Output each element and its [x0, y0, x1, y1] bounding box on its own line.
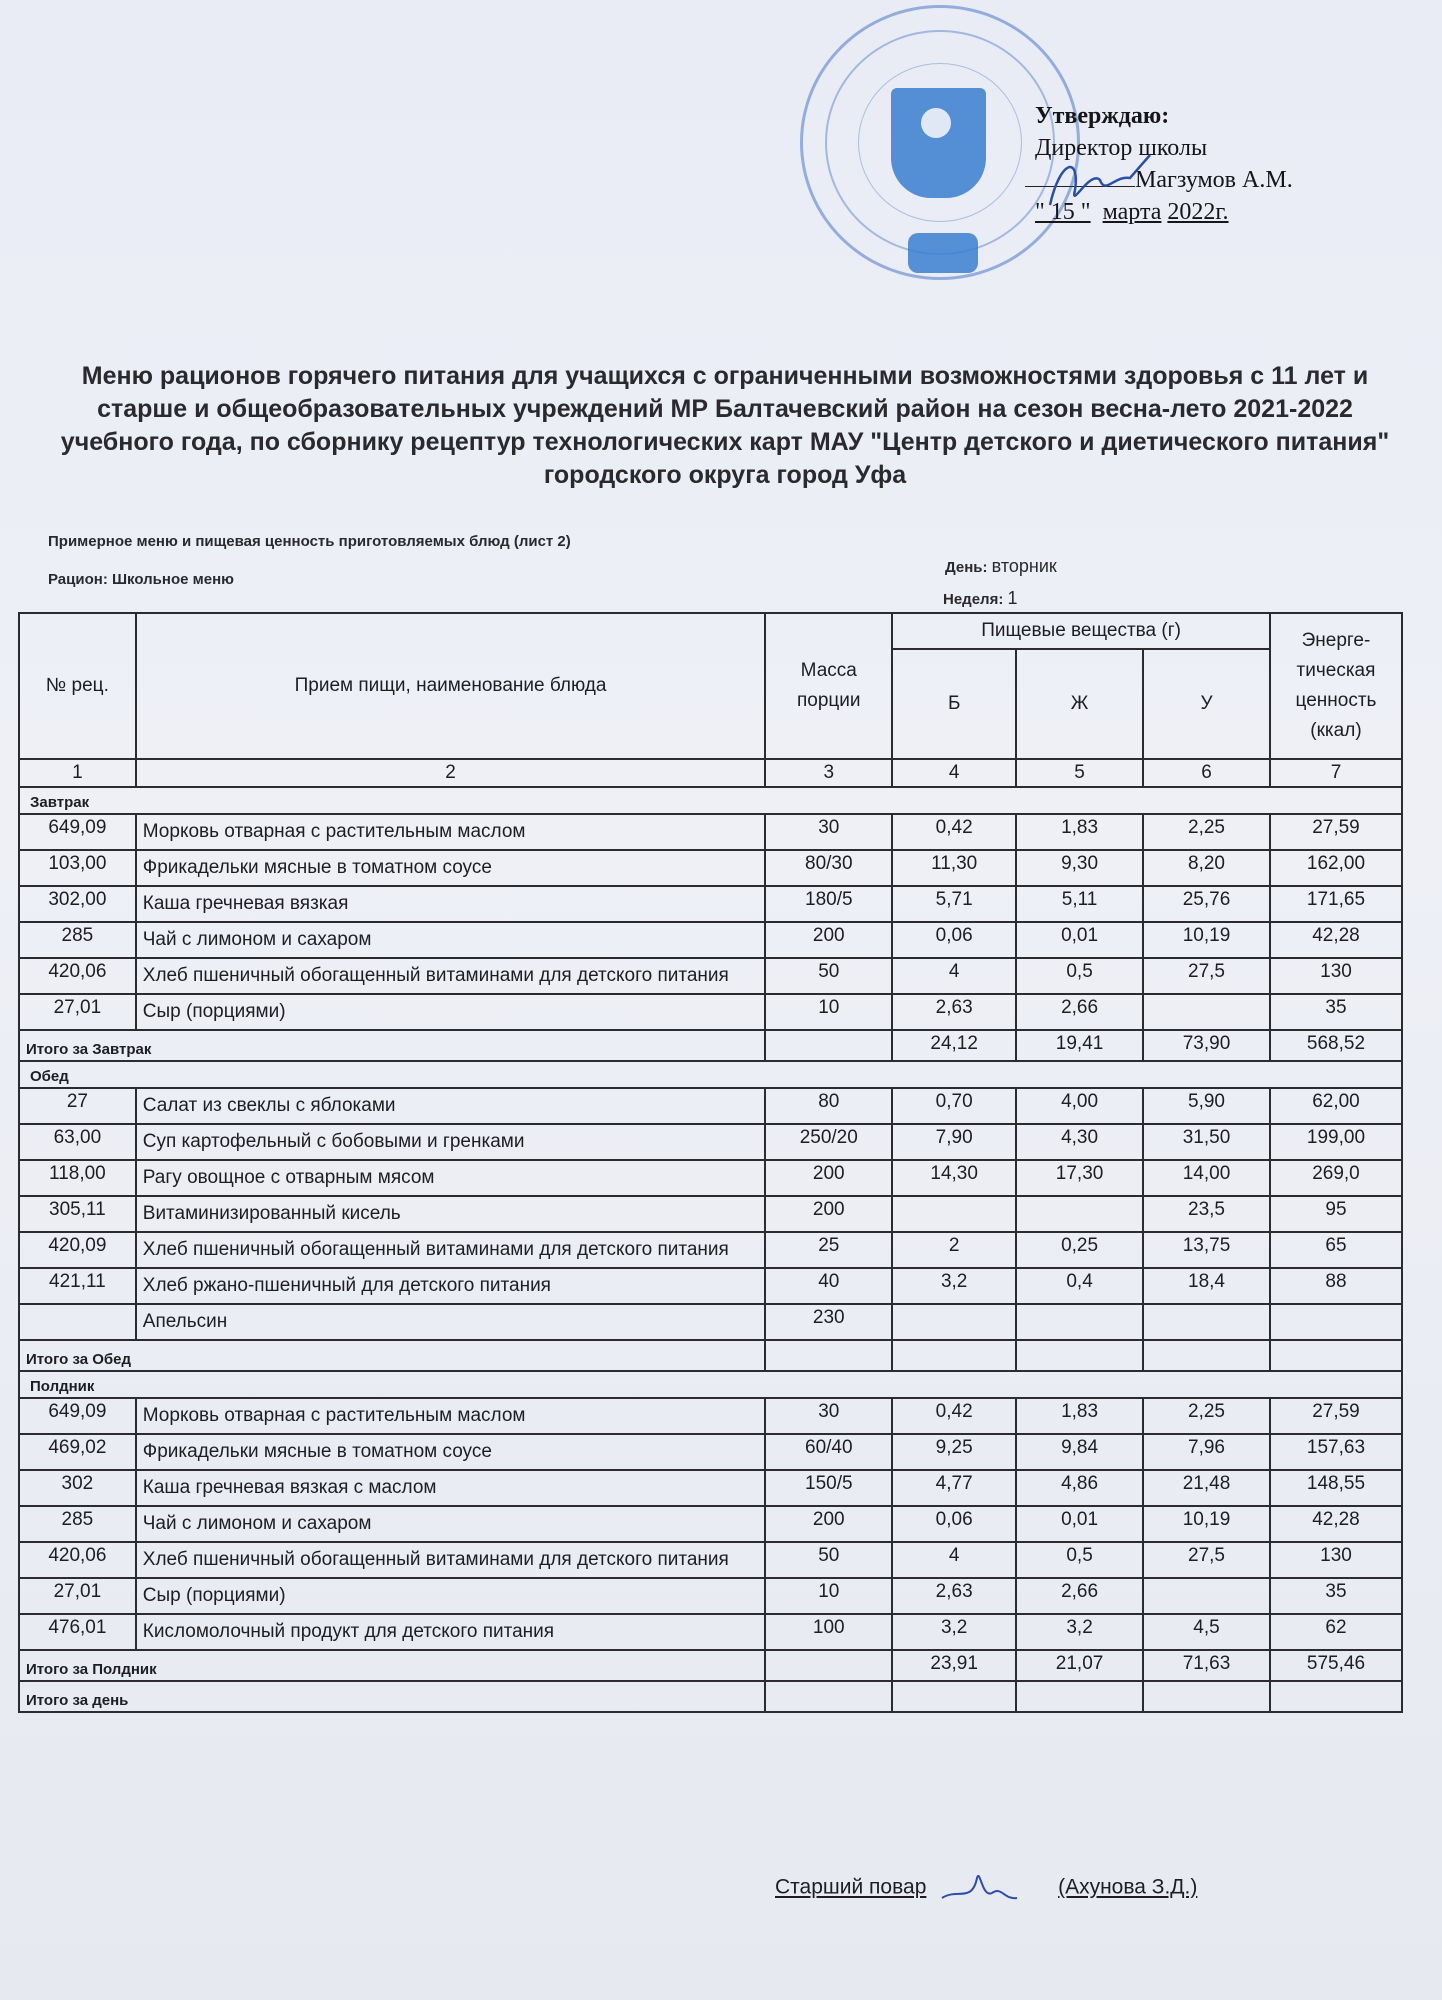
header-carbs: У: [1143, 649, 1270, 759]
total-cell-protein: [892, 1340, 1016, 1371]
week-info: [943, 588, 1018, 609]
cell-protein: 0,42: [892, 814, 1016, 850]
table-row: [19, 1542, 1402, 1578]
cell-fat: 9,84: [1016, 1434, 1143, 1470]
day-value: вторник: [991, 556, 1057, 576]
cell-carbs: 2,25: [1143, 1398, 1270, 1434]
cell-fat: 17,30: [1016, 1160, 1143, 1196]
cell-fat: 1,83: [1016, 814, 1143, 850]
total-cell-protein: 24,12: [892, 1030, 1016, 1061]
table-row: [19, 886, 1402, 922]
cell-mass: 200: [765, 1160, 892, 1196]
total-cell-carbs: [1143, 1340, 1270, 1371]
cell-mass: 180/5: [765, 886, 892, 922]
cell-rec-number: 285: [19, 922, 136, 958]
cell-dish-name: Хлеб пшеничный обогащенный витаминами для детского питания: [136, 1232, 766, 1268]
header-rec-number: № рец.: [19, 613, 136, 759]
subtitle: Примерное меню и пищевая ценность приготовляемых блюд (лист 2): [48, 533, 571, 550]
cell-dish-name: Рагу овощное с отварным мясом: [136, 1160, 766, 1196]
cell-protein: 4: [892, 1542, 1016, 1578]
cell-rec-number: 302,00: [19, 886, 136, 922]
cell-energy: 130: [1270, 1542, 1402, 1578]
cell-dish-name: Фрикадельки мясные в томатном соусе: [136, 1434, 766, 1470]
table-row: [19, 1614, 1402, 1650]
total-cell-mass: [765, 1650, 892, 1681]
table-row: [19, 1578, 1402, 1614]
cell-protein: 11,30: [892, 850, 1016, 886]
cell-energy: 88: [1270, 1268, 1402, 1304]
cell-energy: 162,00: [1270, 850, 1402, 886]
table-row: [19, 1506, 1402, 1542]
cell-protein: 0,06: [892, 922, 1016, 958]
cell-fat: 5,11: [1016, 886, 1143, 922]
cell-fat: 2,66: [1016, 994, 1143, 1030]
table-row: [19, 1434, 1402, 1470]
cell-protein: [892, 1196, 1016, 1232]
table-row: [19, 1268, 1402, 1304]
table-row: [19, 1160, 1402, 1196]
cell-energy: 199,00: [1270, 1124, 1402, 1160]
total-cell-protein: 23,91: [892, 1650, 1016, 1681]
cell-protein: 3,2: [892, 1268, 1016, 1304]
cell-dish-name: Хлеб ржано-пшеничный для детского питания: [136, 1268, 766, 1304]
cell-fat: [1016, 1196, 1143, 1232]
cell-fat: 0,4: [1016, 1268, 1143, 1304]
column-index-row: [19, 759, 1402, 787]
header-protein: Б: [892, 649, 1016, 759]
cell-fat: 0,01: [1016, 1506, 1143, 1542]
cell-energy: [1270, 1304, 1402, 1340]
table-row: [19, 922, 1402, 958]
column-index: 5: [1016, 759, 1143, 787]
cell-protein: 9,25: [892, 1434, 1016, 1470]
table-row: [19, 1398, 1402, 1434]
day-total-cell-energy: [1270, 1681, 1402, 1712]
total-label: Итого за Обед: [19, 1340, 765, 1371]
total-label: Итого за Полдник: [19, 1650, 765, 1681]
cell-mass: 10: [765, 994, 892, 1030]
cell-mass: 50: [765, 958, 892, 994]
cell-protein: 2: [892, 1232, 1016, 1268]
cell-dish-name: Сыр (порциями): [136, 994, 766, 1030]
cell-dish-name: Суп картофельный с бобовыми и гренками: [136, 1124, 766, 1160]
footer-position: Старший повар: [775, 1875, 927, 1899]
cell-carbs: 13,75: [1143, 1232, 1270, 1268]
cell-fat: 4,86: [1016, 1470, 1143, 1506]
cell-protein: 0,70: [892, 1088, 1016, 1124]
section-title: Полдник: [19, 1371, 1402, 1398]
cell-rec-number: 421,11: [19, 1268, 136, 1304]
table-row: [19, 994, 1402, 1030]
cell-energy: 269,0: [1270, 1160, 1402, 1196]
cell-fat: 4,30: [1016, 1124, 1143, 1160]
cell-energy: 42,28: [1270, 922, 1402, 958]
cell-rec-number: 469,02: [19, 1434, 136, 1470]
cell-rec-number: 63,00: [19, 1124, 136, 1160]
section-title: Завтрак: [19, 787, 1402, 814]
cell-energy: 130: [1270, 958, 1402, 994]
cell-energy: 62,00: [1270, 1088, 1402, 1124]
cell-carbs: 10,19: [1143, 922, 1270, 958]
cell-carbs: 14,00: [1143, 1160, 1270, 1196]
approval-date-month: марта: [1102, 199, 1162, 225]
header-fat: Ж: [1016, 649, 1143, 759]
cell-mass: 250/20: [765, 1124, 892, 1160]
footer-signoff: [775, 1868, 1197, 1908]
coat-of-arms-icon: [891, 88, 986, 198]
cell-rec-number: 420,06: [19, 958, 136, 994]
total-cell-fat: 21,07: [1016, 1650, 1143, 1681]
director-signature-icon: [1040, 150, 1160, 220]
cell-energy: 35: [1270, 994, 1402, 1030]
cell-dish-name: Морковь отварная с растительным маслом: [136, 814, 766, 850]
column-index: 1: [19, 759, 136, 787]
cell-carbs: 25,76: [1143, 886, 1270, 922]
cell-rec-number: 305,11: [19, 1196, 136, 1232]
cell-dish-name: Хлеб пшеничный обогащенный витаминами для детского питания: [136, 958, 766, 994]
cell-mass: 100: [765, 1614, 892, 1650]
header-dish-name: Прием пищи, наименование блюда: [136, 613, 766, 759]
total-cell-energy: 575,46: [1270, 1650, 1402, 1681]
cell-carbs: 27,5: [1143, 958, 1270, 994]
cell-mass: 50: [765, 1542, 892, 1578]
day-total-cell-carbs: [1143, 1681, 1270, 1712]
cell-fat: 0,5: [1016, 1542, 1143, 1578]
cell-protein: 2,63: [892, 1578, 1016, 1614]
cell-fat: 3,2: [1016, 1614, 1143, 1650]
table-row: [19, 958, 1402, 994]
section-header-row: [19, 787, 1402, 814]
cell-energy: 65: [1270, 1232, 1402, 1268]
section-total-row: [19, 1030, 1402, 1061]
table-row: [19, 1196, 1402, 1232]
cell-carbs: 2,25: [1143, 814, 1270, 850]
approval-date-year: 2022г.: [1167, 199, 1229, 225]
cell-protein: 5,71: [892, 886, 1016, 922]
header-energy: Энерге-тическая ценность (ккал): [1270, 613, 1402, 759]
cell-energy: 42,28: [1270, 1506, 1402, 1542]
approval-position: Директор школы: [1035, 135, 1208, 161]
cell-dish-name: Чай с лимоном и сахаром: [136, 922, 766, 958]
total-cell-mass: [765, 1030, 892, 1061]
cell-dish-name: Чай с лимоном и сахаром: [136, 1506, 766, 1542]
cell-mass: 25: [765, 1232, 892, 1268]
cell-rec-number: 420,09: [19, 1232, 136, 1268]
cell-mass: 200: [765, 922, 892, 958]
header-portion-mass: Масса порции: [765, 613, 892, 759]
cell-rec-number: 649,09: [19, 814, 136, 850]
cell-dish-name: Апельсин: [136, 1304, 766, 1340]
cell-dish-name: Каша гречневая вязкая с маслом: [136, 1470, 766, 1506]
cell-fat: 0,01: [1016, 922, 1143, 958]
cell-rec-number: 302: [19, 1470, 136, 1506]
section-header-row: [19, 1061, 1402, 1088]
cell-energy: 62: [1270, 1614, 1402, 1650]
cell-rec-number: 420,06: [19, 1542, 136, 1578]
cell-carbs: 10,19: [1143, 1506, 1270, 1542]
cell-energy: 171,65: [1270, 886, 1402, 922]
cell-rec-number: 285: [19, 1506, 136, 1542]
table-row: [19, 1304, 1402, 1340]
cell-mass: 30: [765, 1398, 892, 1434]
cell-rec-number: 27,01: [19, 1578, 136, 1614]
table-row: [19, 1088, 1402, 1124]
day-total-cell-fat: [1016, 1681, 1143, 1712]
cell-protein: [892, 1304, 1016, 1340]
cell-carbs: 8,20: [1143, 850, 1270, 886]
table-row: [19, 814, 1402, 850]
cell-protein: 0,06: [892, 1506, 1016, 1542]
cell-carbs: [1143, 1304, 1270, 1340]
cell-carbs: 31,50: [1143, 1124, 1270, 1160]
cell-mass: 30: [765, 814, 892, 850]
cell-dish-name: Салат из свеклы с яблоками: [136, 1088, 766, 1124]
footer-name: (Ахунова З.Д.): [1058, 1875, 1198, 1899]
header-nutrients: Пищевые вещества (г): [892, 613, 1270, 649]
day-total-row: [19, 1681, 1402, 1712]
cell-fat: 4,00: [1016, 1088, 1143, 1124]
cell-mass: 60/40: [765, 1434, 892, 1470]
cell-fat: 0,5: [1016, 958, 1143, 994]
section-title: Обед: [19, 1061, 1402, 1088]
cell-protein: 2,63: [892, 994, 1016, 1030]
column-index: 6: [1143, 759, 1270, 787]
cell-carbs: 27,5: [1143, 1542, 1270, 1578]
cell-dish-name: Каша гречневая вязкая: [136, 886, 766, 922]
cell-fat: 1,83: [1016, 1398, 1143, 1434]
document-title: Меню рационов горячего питания для учащихся с ограниченными возможностями здоровья с 11 лет и старше и общеобразовательных учреждений МР Балтачевский район на сезон весна-лето 2021-2022 учебного года, по сборнику рецептур технологических карт МАУ "Центр детского и диетического питания" городского округа город Уфа: [60, 362, 1390, 489]
approval-name: Магзумов А.М.: [1135, 167, 1293, 193]
table-row: [19, 850, 1402, 886]
cell-fat: [1016, 1304, 1143, 1340]
cell-protein: 0,42: [892, 1398, 1016, 1434]
total-cell-energy: [1270, 1340, 1402, 1371]
cell-energy: 157,63: [1270, 1434, 1402, 1470]
approval-date-day: " 15 ": [1035, 199, 1091, 225]
cell-carbs: 23,5: [1143, 1196, 1270, 1232]
cell-dish-name: Витаминизированный кисель: [136, 1196, 766, 1232]
cell-energy: 27,59: [1270, 814, 1402, 850]
day-total-label: Итого за день: [19, 1681, 765, 1712]
cell-dish-name: Хлеб пшеничный обогащенный витаминами для детского питания: [136, 1542, 766, 1578]
cell-fat: 9,30: [1016, 850, 1143, 886]
ration-label: Рацион: Школьное меню: [48, 571, 234, 588]
cell-dish-name: Сыр (порциями): [136, 1578, 766, 1614]
cell-fat: 2,66: [1016, 1578, 1143, 1614]
approval-heading: Утверждаю:: [1035, 103, 1170, 129]
column-index: 3: [765, 759, 892, 787]
cell-rec-number: 27,01: [19, 994, 136, 1030]
menu-body: [19, 787, 1402, 1712]
day-label: День:: [945, 559, 988, 576]
cell-dish-name: Морковь отварная с растительным маслом: [136, 1398, 766, 1434]
cell-carbs: [1143, 994, 1270, 1030]
column-index: 4: [892, 759, 1016, 787]
table-row: [19, 1470, 1402, 1506]
cell-carbs: [1143, 1578, 1270, 1614]
section-header-row: [19, 1371, 1402, 1398]
cell-rec-number: 27: [19, 1088, 136, 1124]
total-cell-energy: 568,52: [1270, 1030, 1402, 1061]
column-index: 7: [1270, 759, 1402, 787]
cell-carbs: 7,96: [1143, 1434, 1270, 1470]
cell-mass: 200: [765, 1196, 892, 1232]
section-total-row: [19, 1340, 1402, 1371]
total-cell-carbs: 71,63: [1143, 1650, 1270, 1681]
column-index: 2: [136, 759, 766, 787]
cell-mass: 80: [765, 1088, 892, 1124]
day-total-cell-protein: [892, 1681, 1016, 1712]
cell-rec-number: 649,09: [19, 1398, 136, 1434]
total-label: Итого за Завтрак: [19, 1030, 765, 1061]
total-cell-fat: 19,41: [1016, 1030, 1143, 1061]
total-cell-mass: [765, 1340, 892, 1371]
cell-mass: 40: [765, 1268, 892, 1304]
cell-energy: 148,55: [1270, 1470, 1402, 1506]
day-info: [945, 556, 1057, 577]
menu-table: [18, 612, 1403, 1713]
cell-protein: 4,77: [892, 1470, 1016, 1506]
total-cell-fat: [1016, 1340, 1143, 1371]
section-total-row: [19, 1650, 1402, 1681]
cell-fat: 0,25: [1016, 1232, 1143, 1268]
cell-protein: 3,2: [892, 1614, 1016, 1650]
cell-carbs: 21,48: [1143, 1470, 1270, 1506]
day-total-cell-mass: [765, 1681, 892, 1712]
stamp-emblem-bottom: [908, 233, 978, 273]
cell-rec-number: 476,01: [19, 1614, 136, 1650]
cell-energy: 95: [1270, 1196, 1402, 1232]
cell-carbs: 18,4: [1143, 1268, 1270, 1304]
cell-rec-number: [19, 1304, 136, 1340]
cell-mass: 150/5: [765, 1470, 892, 1506]
cook-signature-icon: [932, 1868, 1052, 1908]
total-cell-carbs: 73,90: [1143, 1030, 1270, 1061]
cell-mass: 80/30: [765, 850, 892, 886]
cell-protein: 14,30: [892, 1160, 1016, 1196]
cell-mass: 230: [765, 1304, 892, 1340]
cell-dish-name: Фрикадельки мясные в томатном соусе: [136, 850, 766, 886]
cell-rec-number: 118,00: [19, 1160, 136, 1196]
table-row: [19, 1124, 1402, 1160]
cell-carbs: 5,90: [1143, 1088, 1270, 1124]
cell-mass: 10: [765, 1578, 892, 1614]
table-row: [19, 1232, 1402, 1268]
cell-rec-number: 103,00: [19, 850, 136, 886]
cell-protein: 7,90: [892, 1124, 1016, 1160]
cell-dish-name: Кисломолочный продукт для детского питания: [136, 1614, 766, 1650]
week-value: 1: [1007, 588, 1018, 608]
cell-energy: 35: [1270, 1578, 1402, 1614]
cell-carbs: 4,5: [1143, 1614, 1270, 1650]
week-label: Неделя:: [943, 591, 1004, 608]
cell-protein: 4: [892, 958, 1016, 994]
cell-mass: 200: [765, 1506, 892, 1542]
cell-energy: 27,59: [1270, 1398, 1402, 1434]
